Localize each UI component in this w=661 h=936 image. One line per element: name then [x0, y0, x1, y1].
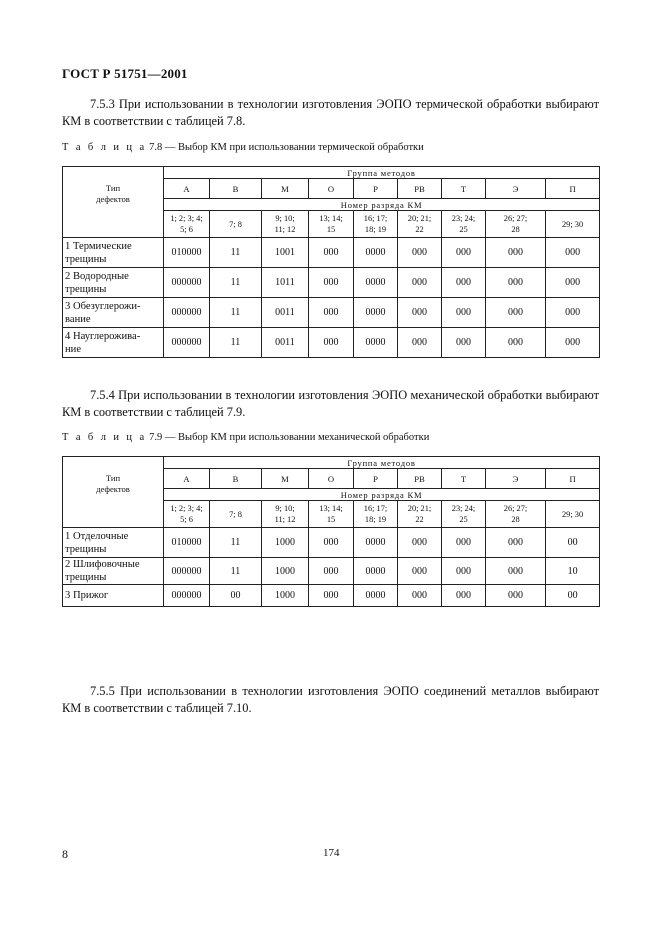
value-cell: 000: [442, 298, 486, 328]
value-cell: 000: [309, 585, 354, 607]
table-7-8: [62, 166, 600, 358]
defect-type-cell: 2 Шлифовочные трещины: [63, 558, 164, 585]
table-row: [63, 238, 600, 268]
value-cell: 1001: [262, 238, 309, 268]
value-cell: 00: [210, 585, 262, 607]
value-cell: 000: [486, 238, 546, 268]
value-cell: 000: [398, 238, 442, 268]
paragraph-7-5-4: 7.5.4 При использовании в технологии изготовления ЭОПО механической обработки выбирают КМ в соответствии с таблицей 7.9.: [62, 388, 599, 419]
table-7-9: [62, 456, 600, 607]
group-header-row: [63, 167, 600, 179]
value-cell: 000: [309, 268, 354, 298]
defect-type-cell: 3 Обезуглерожи- вание: [63, 298, 164, 328]
method-letter: Р: [354, 469, 398, 489]
table-row: [63, 585, 600, 607]
range-cell: 20; 21; 22: [398, 501, 442, 528]
range-cell: 7; 8: [210, 501, 262, 528]
value-cell: 000: [309, 298, 354, 328]
value-cell: 0000: [354, 528, 398, 558]
value-cell: 000: [398, 585, 442, 607]
page-number-left: 8: [62, 847, 68, 861]
caption-label: Т а б л и ц а: [62, 432, 147, 443]
value-cell: 11: [210, 238, 262, 268]
table-row: [63, 558, 600, 585]
value-cell: 1000: [262, 585, 309, 607]
value-cell: 000: [398, 328, 442, 358]
value-cell: 1000: [262, 558, 309, 585]
value-cell: 000000: [164, 585, 210, 607]
value-cell: 0000: [354, 328, 398, 358]
value-cell: 0000: [354, 268, 398, 298]
method-letter: Т: [442, 179, 486, 199]
value-cell: 0000: [354, 298, 398, 328]
method-letter: В: [210, 179, 262, 199]
value-cell: 11: [210, 268, 262, 298]
value-cell: 000: [398, 528, 442, 558]
value-cell: 000: [309, 238, 354, 268]
value-cell: 000000: [164, 558, 210, 585]
value-cell: 000: [486, 268, 546, 298]
range-cell: 26; 27; 28: [486, 211, 546, 238]
value-cell: 000: [442, 268, 486, 298]
value-cell: 000: [309, 528, 354, 558]
value-cell: 00: [546, 528, 600, 558]
value-cell: 000: [442, 585, 486, 607]
range-cell: 16; 17; 18; 19: [354, 501, 398, 528]
value-cell: 11: [210, 298, 262, 328]
table-7-8-caption: [62, 142, 424, 153]
caption-text: 7.8 — Выбор КМ при использовании термической обработки: [146, 142, 424, 153]
value-cell: 11: [210, 328, 262, 358]
value-cell: 11: [210, 558, 262, 585]
value-cell: 0000: [354, 238, 398, 268]
method-letter: М: [262, 469, 309, 489]
value-cell: 000: [398, 298, 442, 328]
value-cell: 000: [486, 528, 546, 558]
range-cell: 29; 30: [546, 211, 600, 238]
value-cell: 000: [398, 558, 442, 585]
defect-type-cell: 2 Водородные трещины: [63, 268, 164, 298]
defect-type-cell: 1 Термические трещины: [63, 238, 164, 268]
value-cell: 000: [486, 328, 546, 358]
method-letter: П: [546, 469, 600, 489]
range-cell: 9; 10; 11; 12: [262, 501, 309, 528]
range-cell: 23; 24; 25: [442, 211, 486, 238]
number-header: Номер разряда КМ: [164, 489, 600, 501]
caption-text: 7.9 — Выбор КМ при использовании механической обработки: [146, 432, 430, 443]
paragraph-7-5-3: 7.5.3 При использовании в технологии изготовления ЭОПО термической обработки выбирают КМ в соответствии с таблицей 7.8.: [62, 97, 599, 128]
value-cell: 000: [442, 528, 486, 558]
value-cell: 0000: [354, 585, 398, 607]
value-cell: 010000: [164, 238, 210, 268]
table-row: [63, 298, 600, 328]
value-cell: 0011: [262, 298, 309, 328]
value-cell: 000: [546, 298, 600, 328]
value-cell: 000: [442, 558, 486, 585]
method-letter: В: [210, 469, 262, 489]
table-row: [63, 528, 600, 558]
method-letter: О: [309, 469, 354, 489]
method-letter: М: [262, 179, 309, 199]
range-cell: 26; 27; 28: [486, 501, 546, 528]
value-cell: 000000: [164, 268, 210, 298]
group-header: Группа методов: [164, 167, 600, 179]
value-cell: 000: [309, 558, 354, 585]
value-cell: 1000: [262, 528, 309, 558]
range-cell: 9; 10; 11; 12: [262, 211, 309, 238]
defect-type-cell: 3 Прижог: [63, 585, 164, 607]
group-header: Группа методов: [164, 457, 600, 469]
range-cell: 1; 2; 3; 4; 5; 6: [164, 501, 210, 528]
range-cell: 13; 14; 15: [309, 211, 354, 238]
value-cell: 000: [442, 238, 486, 268]
type-header: Тип дефектов: [63, 457, 164, 528]
method-letter: РВ: [398, 179, 442, 199]
value-cell: 11: [210, 528, 262, 558]
page-number-center: 174: [323, 847, 340, 859]
method-letter: А: [164, 179, 210, 199]
value-cell: 010000: [164, 528, 210, 558]
value-cell: 000: [486, 558, 546, 585]
table-row: [63, 328, 600, 358]
value-cell: 000: [442, 328, 486, 358]
value-cell: 000: [486, 298, 546, 328]
range-cell: 29; 30: [546, 501, 600, 528]
range-cell: 20; 21; 22: [398, 211, 442, 238]
value-cell: 0000: [354, 558, 398, 585]
method-letter: Р: [354, 179, 398, 199]
method-letter: Т: [442, 469, 486, 489]
value-cell: 000: [486, 585, 546, 607]
range-cell: 1; 2; 3; 4; 5; 6: [164, 211, 210, 238]
method-letter: А: [164, 469, 210, 489]
range-cell: 7; 8: [210, 211, 262, 238]
paragraph-7-5-5: 7.5.5 При использовании в технологии изготовления ЭОПО соединений металлов выбирают КМ в соответствии с таблицей 7.10.: [62, 684, 599, 715]
range-cell: 13; 14; 15: [309, 501, 354, 528]
number-header: Номер разряда КМ: [164, 199, 600, 211]
method-letter: Э: [486, 469, 546, 489]
method-letter: О: [309, 179, 354, 199]
value-cell: 000: [546, 238, 600, 268]
value-cell: 000: [546, 268, 600, 298]
method-letter: РВ: [398, 469, 442, 489]
group-header-row: [63, 457, 600, 469]
value-cell: 0011: [262, 328, 309, 358]
range-cell: 16; 17; 18; 19: [354, 211, 398, 238]
value-cell: 000000: [164, 298, 210, 328]
document-header: ГОСТ Р 51751—2001: [62, 66, 188, 81]
defect-type-cell: 1 Отделочные трещины: [63, 528, 164, 558]
value-cell: 10: [546, 558, 600, 585]
method-letter: Э: [486, 179, 546, 199]
value-cell: 000000: [164, 328, 210, 358]
value-cell: 00: [546, 585, 600, 607]
type-header: Тип дефектов: [63, 167, 164, 238]
caption-label: Т а б л и ц а: [62, 142, 147, 153]
defect-type-cell: 4 Науглерожива- ние: [63, 328, 164, 358]
method-letter: П: [546, 179, 600, 199]
value-cell: 000: [398, 268, 442, 298]
value-cell: 1011: [262, 268, 309, 298]
value-cell: 000: [309, 328, 354, 358]
table-7-9-caption: [62, 432, 429, 443]
value-cell: 000: [546, 328, 600, 358]
table-row: [63, 268, 600, 298]
range-cell: 23; 24; 25: [442, 501, 486, 528]
